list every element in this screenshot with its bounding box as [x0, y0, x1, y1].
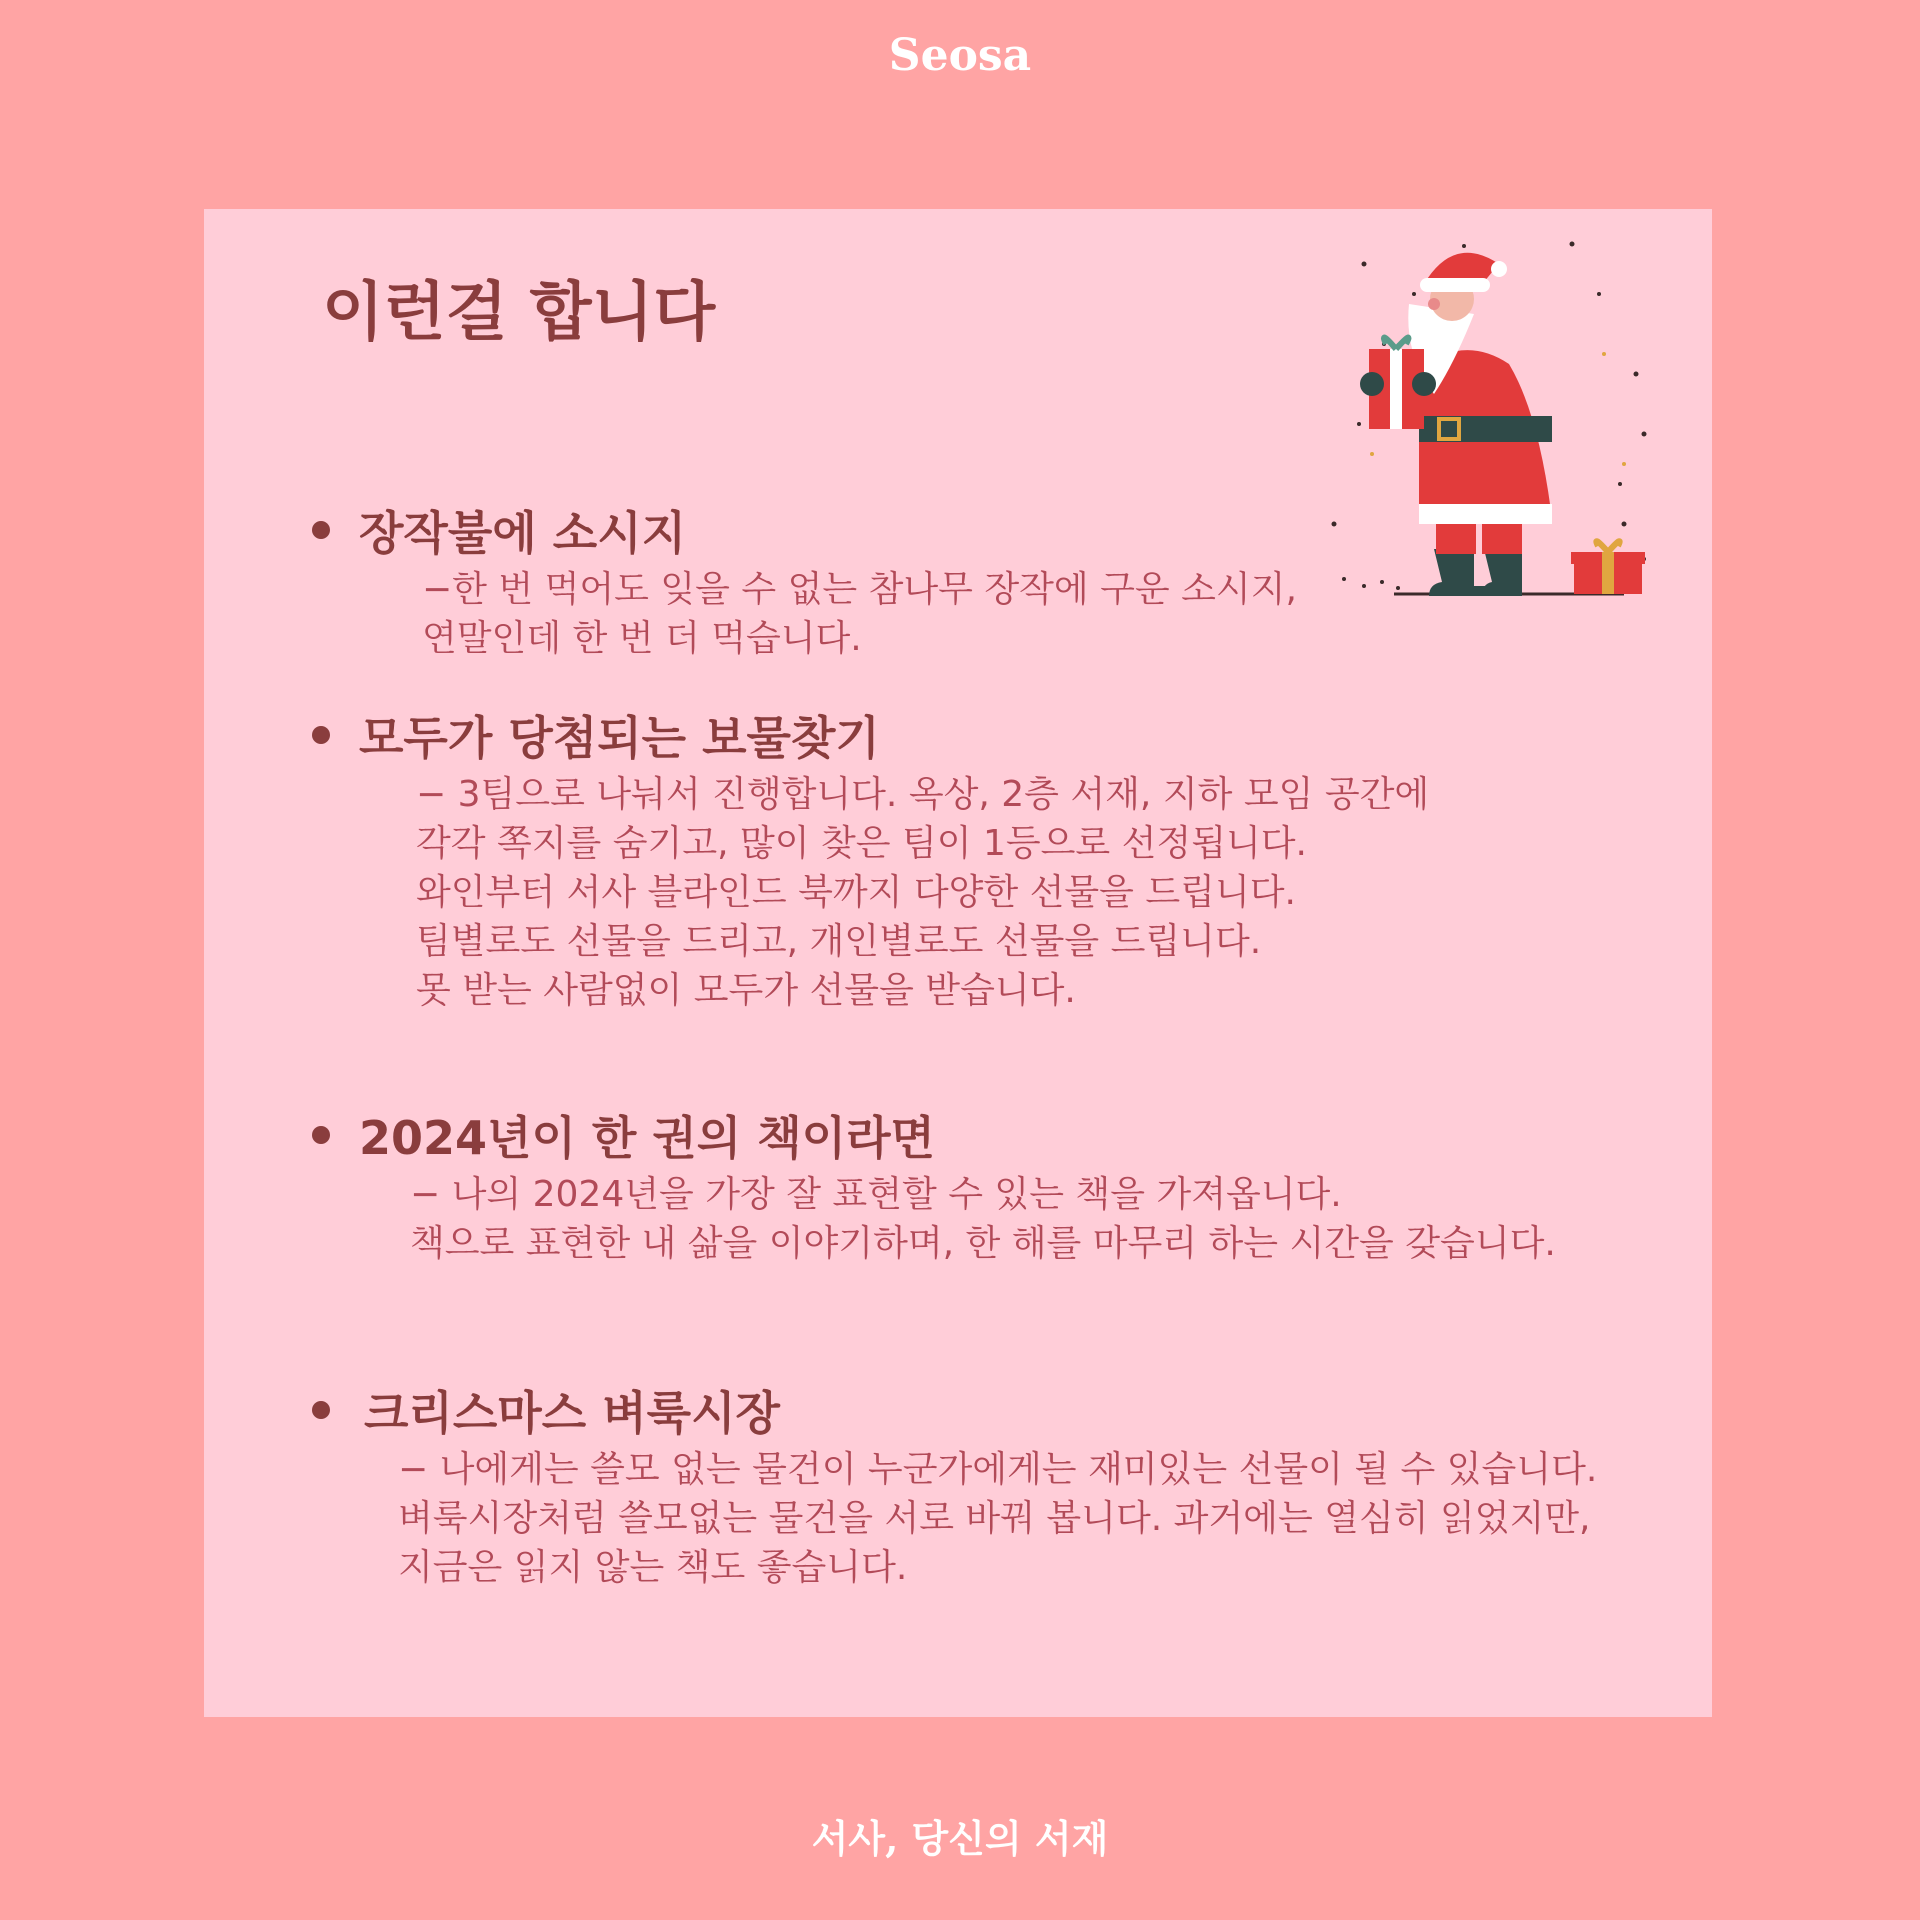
- page-title: 이런걸 합니다: [322, 276, 716, 350]
- item-description: − 나에게는 쓸모 없는 물건이 누군가에게는 재미있는 선물이 될 수 있습니다. 벼룩시장처럼 쓸모없는 물건을 서로 바꿔 봅니다. 과거에는 열심히 읽었지만, 지금은 읽지 않는 책도 좋습니다.: [398, 1449, 1598, 1588]
- item-description: − 3팀으로 나눠서 진행합니다. 옥상, 2층 서재, 지하 모임 공간에 각각 쪽지를 숨기고, 많이 찾은 팀이 1등으로 선정됩니다. 와인부터 서사 블라인드 북까지 다양한 선물을 드립니다. 팀별로도 선물을 드리고, 개인별로도 선물을 드립니다. 못 받는 사람없이 모두가 선물을 받습니다.: [416, 774, 1430, 1011]
- bullet-icon: [312, 726, 330, 744]
- item-description: − 나의 2024년을 가장 잘 표현할 수 있는 책을 가져옵니다. 책으로 표현한 내 삶을 이야기하며, 한 해를 마무리 하는 시간을 갖습니다.: [410, 1174, 1556, 1264]
- bullet-icon: [312, 1401, 330, 1419]
- item-title: 장작불에 소시지: [359, 506, 687, 560]
- slogan-text: 서사, 당신의 서재: [811, 1816, 1109, 1861]
- brand-logo-text: Seosa: [888, 30, 1032, 81]
- santa-illustration: [1324, 234, 1684, 614]
- item-title: 2024년이 한 권의 책이라면: [359, 1111, 935, 1165]
- item-title: 모두가 당첨되는 보물찾기: [359, 711, 880, 765]
- content-card: [204, 209, 1712, 1717]
- bullet-icon: [312, 1126, 330, 1144]
- item-title: 크리스마스 벼룩시장: [364, 1386, 780, 1440]
- item-description: −한 번 먹어도 잊을 수 없는 참나무 장작에 구운 소시지, 연말인데 한 번 더 먹습니다.: [422, 569, 1297, 659]
- bullet-icon: [312, 521, 330, 539]
